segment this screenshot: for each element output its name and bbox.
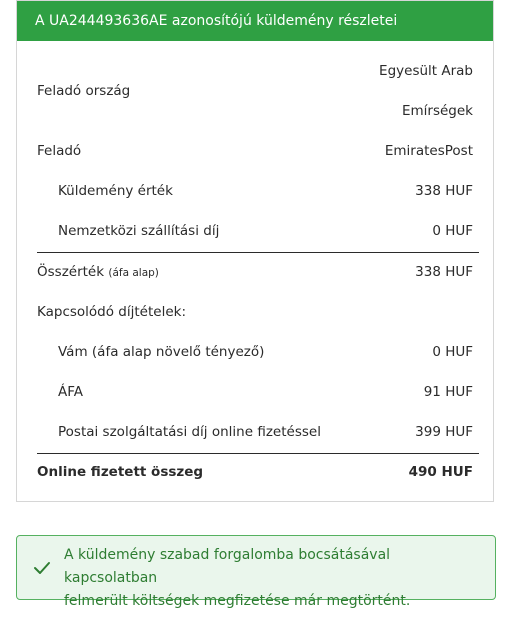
notice-line-2: felmerült költségek megfizetése már megtörtént. bbox=[64, 593, 411, 609]
check-icon bbox=[33, 560, 51, 576]
sender-country-label: Feladó ország bbox=[37, 83, 131, 99]
sender-country-value-line1: Egyesült Arab bbox=[379, 63, 473, 79]
intl-shipping-label: Nemzetközi szállítási díj bbox=[58, 223, 220, 239]
intl-shipping-amount: 0 HUF bbox=[432, 223, 473, 239]
shipment-details-card bbox=[16, 0, 494, 502]
postal-fee-label: Postai szolgáltatási díj online fizetéssel bbox=[58, 424, 321, 440]
vat-amount: 91 HUF bbox=[423, 384, 473, 400]
notice-text bbox=[64, 544, 485, 613]
card-title: A UA244493636AE azonosítójú küldemény részletei bbox=[17, 1, 493, 41]
total-value-amount: 338 HUF bbox=[415, 264, 473, 280]
sender-country-row bbox=[17, 63, 493, 123]
total-value-note: (áfa alap) bbox=[108, 267, 159, 279]
item-value-label: Küldemény érték bbox=[58, 183, 173, 199]
payment-completed-notice bbox=[16, 535, 496, 609]
paid-online-amount: 490 HUF bbox=[408, 464, 473, 480]
sender-value: EmiratesPost bbox=[384, 143, 473, 159]
total-value-label: Összérték bbox=[37, 264, 105, 280]
item-value-amount: 338 HUF bbox=[415, 183, 473, 199]
customs-label: Vám (áfa alap növelő tényező) bbox=[58, 344, 265, 360]
total-value-label-group bbox=[37, 264, 159, 280]
notice-line-1: A küldemény szabad forgalomba bocsátásával kapcsolatban bbox=[64, 547, 391, 586]
paid-online-label: Online fizetett összeg bbox=[37, 464, 204, 480]
sender-country-value-line2: Emírségek bbox=[401, 103, 473, 119]
related-fees-label: Kapcsolódó díjtételek: bbox=[37, 304, 186, 320]
sender-label: Feladó bbox=[37, 143, 82, 159]
customs-amount: 0 HUF bbox=[432, 344, 473, 360]
postal-fee-amount: 399 HUF bbox=[415, 424, 473, 440]
total-divider bbox=[37, 453, 479, 454]
vat-label: ÁFA bbox=[58, 384, 83, 400]
subtotal-divider bbox=[37, 252, 479, 253]
